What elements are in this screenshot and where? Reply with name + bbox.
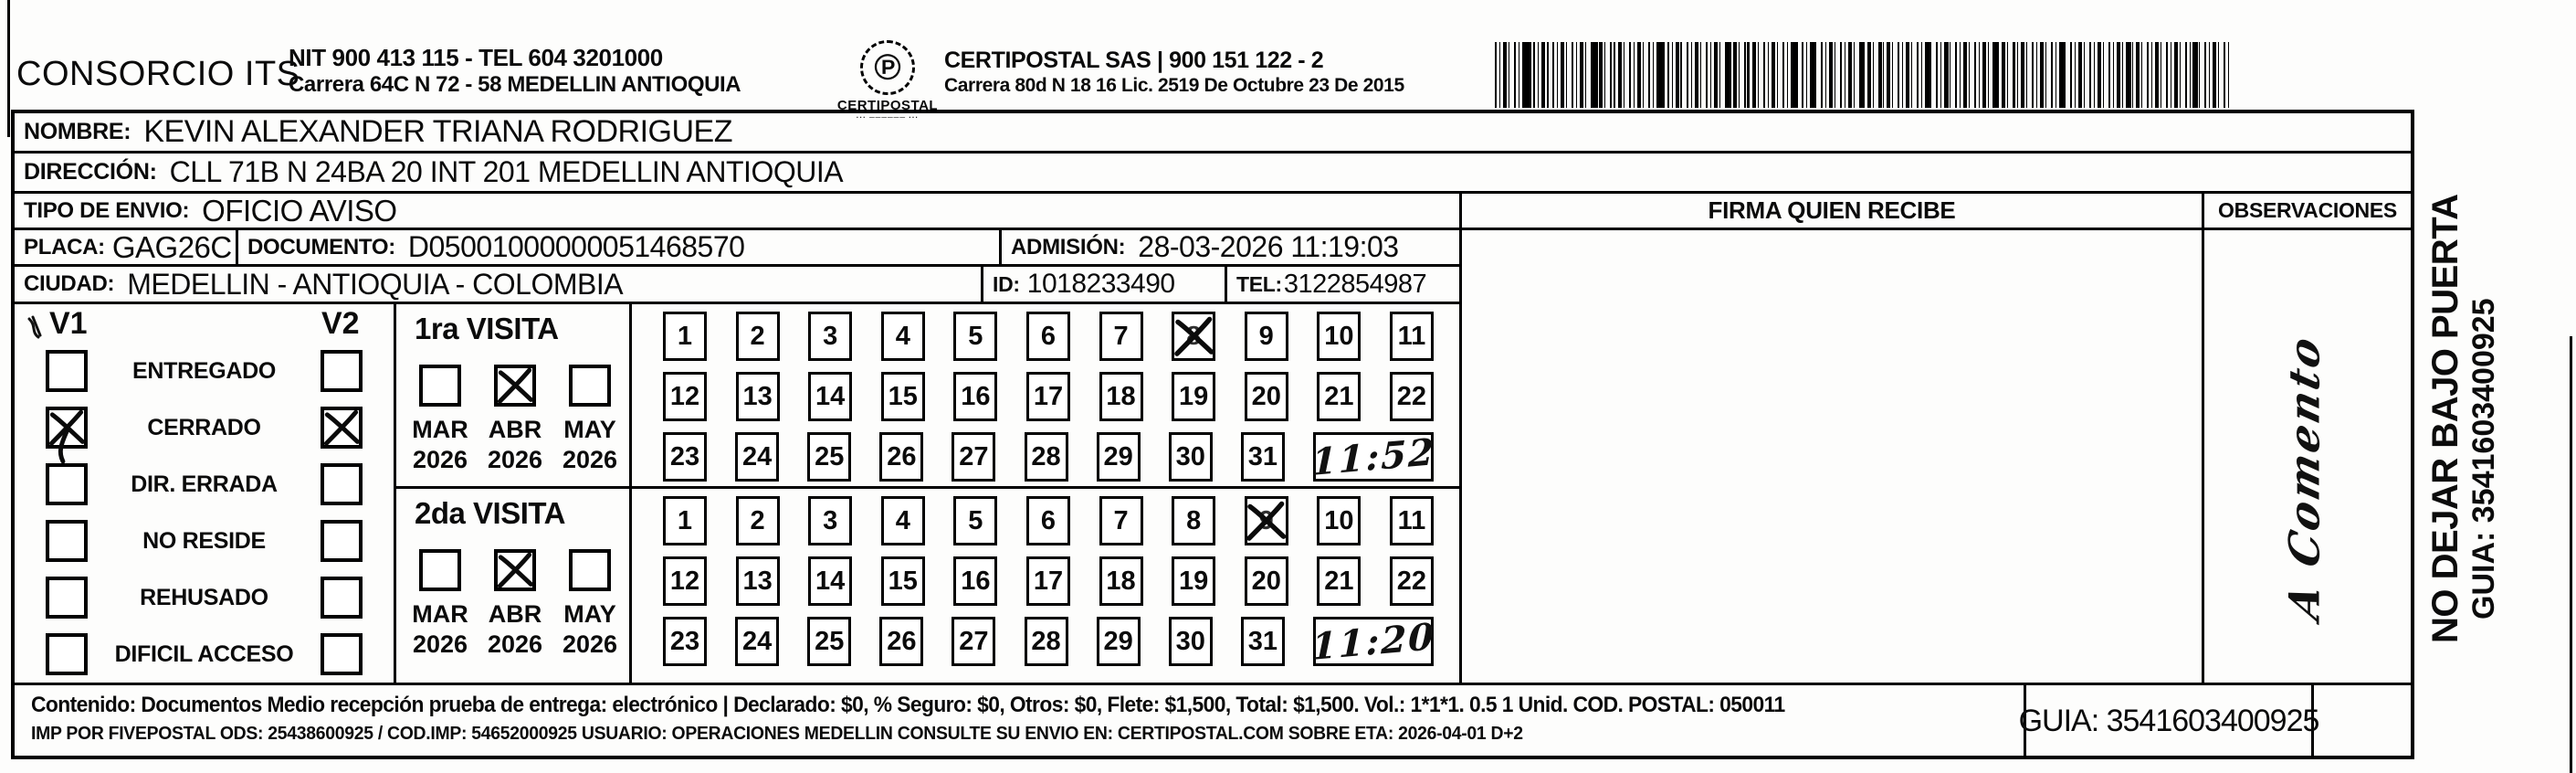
day-cell-20 bbox=[1245, 372, 1288, 421]
day-number: 24 bbox=[741, 626, 773, 656]
documento-label: DOCUMENTO: bbox=[247, 234, 395, 259]
tel-label: TEL: bbox=[1236, 271, 1282, 296]
v1-checkbox-dir-errada bbox=[46, 463, 88, 505]
day-cell-6 bbox=[1026, 312, 1070, 361]
day-cell-6 bbox=[1026, 496, 1070, 545]
day-number: 4 bbox=[895, 321, 910, 351]
day-number: 13 bbox=[742, 381, 773, 411]
day-cell-13 bbox=[736, 556, 780, 606]
handwritten-x-mark bbox=[321, 407, 363, 449]
status-row bbox=[15, 343, 394, 399]
day-cell-12 bbox=[663, 372, 707, 421]
day-cell-17 bbox=[1026, 372, 1070, 421]
day-number: 12 bbox=[669, 381, 700, 411]
day-number: 24 bbox=[741, 441, 773, 471]
nombre-value: KEVIN ALEXANDER TRIANA RODRIGUEZ bbox=[143, 114, 732, 149]
day-cell-10 bbox=[1317, 312, 1361, 361]
status-row bbox=[15, 513, 394, 569]
side-note bbox=[2425, 126, 2576, 643]
month-checkbox-abr bbox=[494, 549, 536, 591]
day-cell-26 bbox=[879, 617, 923, 666]
day-number: 20 bbox=[1251, 381, 1281, 411]
day-cell-16 bbox=[953, 556, 997, 606]
day-cell-13 bbox=[736, 372, 780, 421]
day-number: 5 bbox=[968, 505, 983, 535]
documento-value: D05001000000051468570 bbox=[407, 230, 745, 263]
day-cell-1 bbox=[663, 312, 707, 361]
day-number: 11 bbox=[1397, 321, 1426, 351]
month-option-abr bbox=[482, 549, 548, 659]
side-note-guia: GUIA: 3541603400925 bbox=[2466, 298, 2501, 619]
status-panel bbox=[15, 304, 396, 683]
handwritten-time-box bbox=[1310, 614, 1436, 669]
firma-signature-area bbox=[1462, 230, 2204, 683]
month-option-may bbox=[557, 365, 623, 474]
day-number: 14 bbox=[815, 566, 846, 596]
direccion-row bbox=[15, 154, 2411, 194]
day-cell-28 bbox=[1025, 617, 1068, 666]
day-number: 28 bbox=[1031, 441, 1061, 471]
ciudad-cell bbox=[15, 267, 983, 304]
sender-address-line: Carrera 64C N 72 - 58 MEDELLIN ANTIOQUIA bbox=[289, 71, 741, 97]
day-number: 12 bbox=[669, 566, 700, 596]
operator-name-line: CERTIPOSTAL SAS | 900 151 122 - 2 bbox=[944, 48, 1324, 73]
day-cell-31 bbox=[1241, 432, 1285, 482]
sender-info-block bbox=[289, 44, 741, 98]
status-label: DIR. ERRADA bbox=[131, 471, 278, 497]
day-cell-22 bbox=[1390, 556, 1434, 606]
day-number: 26 bbox=[887, 626, 917, 656]
v1-checkbox-rehusado bbox=[46, 577, 88, 619]
v1-checkbox-cerrado bbox=[46, 407, 88, 449]
operator-address-line: Carrera 80d N 18 16 Lic. 2519 De Octubre 23 De 2015 bbox=[944, 74, 1404, 96]
day-number: 16 bbox=[961, 566, 991, 596]
observaciones-handwriting: A Comento bbox=[2280, 329, 2329, 625]
day-number: 18 bbox=[1106, 566, 1136, 596]
tel-cell bbox=[1227, 267, 1462, 304]
certipostal-logo-icon: ℗ bbox=[860, 40, 915, 95]
day-cell-28 bbox=[1025, 432, 1068, 482]
day-cell-18 bbox=[1099, 372, 1143, 421]
admision-label: ADMISIÓN: bbox=[1011, 234, 1126, 259]
day-number: 11 bbox=[1397, 505, 1426, 535]
day-cell-18 bbox=[1099, 556, 1143, 606]
status-label: REHUSADO bbox=[140, 584, 268, 610]
day-cell-27 bbox=[952, 432, 995, 482]
tipo-envio-label: TIPO DE ENVIO: bbox=[24, 197, 190, 223]
day-number: 20 bbox=[1251, 566, 1281, 596]
v2-checkbox-rehusado bbox=[321, 577, 363, 619]
placa-cell bbox=[15, 230, 238, 267]
day-number: 22 bbox=[1396, 566, 1427, 596]
scan-edge-artifact-left bbox=[7, 0, 10, 137]
month-checkbox-mar bbox=[419, 365, 461, 407]
day-cell-3 bbox=[808, 496, 852, 545]
handwritten-x-mark bbox=[495, 365, 536, 407]
day-cell-21 bbox=[1317, 556, 1361, 606]
day-cell-23 bbox=[663, 432, 707, 482]
operator-info-block bbox=[944, 48, 1404, 97]
day-cell-19 bbox=[1172, 556, 1215, 606]
handwritten-x-mark bbox=[1244, 494, 1289, 548]
day-cell-1 bbox=[663, 496, 707, 545]
day-number: 9 bbox=[1258, 321, 1274, 351]
admision-value: 28-03-2026 11:19:03 bbox=[1138, 230, 1399, 263]
day-number: 8 bbox=[1186, 321, 1202, 351]
month-label: ABR bbox=[488, 600, 542, 628]
day-row bbox=[663, 496, 1434, 545]
tipo-envio-value: OFICIO AVISO bbox=[202, 193, 397, 228]
day-cell-11 bbox=[1390, 312, 1434, 361]
day-number: 17 bbox=[1033, 381, 1064, 411]
firma-header: FIRMA QUIEN RECIBE bbox=[1708, 196, 1956, 224]
month-year: 2026 bbox=[487, 630, 543, 659]
v2-checkbox-dir-errada bbox=[321, 463, 363, 505]
month-checkbox-may bbox=[569, 365, 611, 407]
day-row bbox=[663, 312, 1434, 361]
day-number: 18 bbox=[1106, 381, 1136, 411]
day-number: 8 bbox=[1186, 505, 1202, 535]
tel-value: 3122854987 bbox=[1283, 269, 1427, 299]
visit-day-grid bbox=[632, 489, 1459, 683]
day-number: 1 bbox=[677, 321, 693, 351]
observaciones-header-cell bbox=[2204, 194, 2411, 230]
status-row bbox=[15, 399, 394, 456]
status-label: DIFICIL ACCESO bbox=[114, 641, 294, 667]
day-cell-23 bbox=[663, 617, 707, 666]
day-cell-8 bbox=[1172, 312, 1215, 361]
direccion-value: CLL 71B N 24BA 20 INT 201 MEDELLIN ANTIOQUIA bbox=[169, 155, 844, 188]
month-label: ABR bbox=[488, 416, 542, 443]
day-cell-29 bbox=[1097, 617, 1141, 666]
status-rows bbox=[15, 343, 394, 683]
v1-header: V1 bbox=[49, 306, 88, 341]
certipostal-logo-text: CERTIPOSTAL bbox=[836, 98, 939, 113]
day-number: 26 bbox=[887, 441, 917, 471]
guia-number: GUIA: 3541603400925 bbox=[2018, 703, 2319, 738]
id-value: 1018233490 bbox=[1026, 269, 1175, 299]
month-year: 2026 bbox=[412, 630, 468, 659]
day-cell-9 bbox=[1245, 496, 1288, 545]
observaciones-area bbox=[2204, 230, 2411, 683]
v2-checkbox-dificil-acceso bbox=[321, 633, 363, 675]
admision-cell bbox=[1002, 230, 1462, 267]
ciudad-value: MEDELLIN - ANTIOQUIA - COLOMBIA bbox=[127, 267, 624, 301]
visit-title: 1ra VISITA bbox=[415, 312, 559, 345]
month-checkbox-abr bbox=[494, 365, 536, 407]
day-number: 19 bbox=[1179, 381, 1209, 411]
id-label: ID: bbox=[993, 271, 1020, 296]
day-cell-25 bbox=[807, 432, 851, 482]
day-number: 22 bbox=[1396, 381, 1427, 411]
handwritten-time: 11:20 bbox=[1310, 614, 1436, 669]
observaciones-header: OBSERVACIONES bbox=[2218, 198, 2397, 222]
day-number: 7 bbox=[1113, 505, 1129, 535]
day-cell-8 bbox=[1172, 496, 1215, 545]
day-number: 6 bbox=[1040, 321, 1057, 351]
day-row bbox=[663, 429, 1436, 484]
placa-value: GAG26C bbox=[111, 229, 232, 264]
day-cell-30 bbox=[1169, 617, 1213, 666]
day-cell-14 bbox=[808, 556, 852, 606]
day-cell-15 bbox=[881, 556, 925, 606]
handwritten-time-box bbox=[1310, 429, 1436, 484]
day-number: 2 bbox=[750, 505, 765, 535]
bottom-corner-cell bbox=[2314, 683, 2411, 757]
day-cell-26 bbox=[879, 432, 923, 482]
day-number: 29 bbox=[1103, 626, 1133, 656]
placa-label: PLACA: bbox=[24, 234, 105, 259]
day-number: 9 bbox=[1258, 505, 1274, 535]
id-cell bbox=[983, 267, 1227, 304]
day-row bbox=[663, 556, 1434, 606]
company-name: CONSORCIO ITS bbox=[16, 55, 300, 93]
day-cell-22 bbox=[1390, 372, 1434, 421]
status-label: CERRADO bbox=[147, 414, 261, 440]
guia-box bbox=[2018, 683, 2319, 757]
contenido-line: Contenido: Documentos Medio recepción prueba de entrega: electrónico | Declarado: $0, % Seguro: $0, Otros: $0, Flete: $1,500, Total: $1,500. Vol.: 1*1*1. 0.5 1 Unid. COD. POSTAL: 050011 bbox=[31, 693, 1785, 717]
shipment-barcode bbox=[1495, 42, 2231, 108]
day-number: 3 bbox=[823, 505, 838, 535]
day-cell-3 bbox=[808, 312, 852, 361]
month-label: MAY bbox=[563, 416, 616, 443]
status-row bbox=[15, 569, 394, 626]
day-number: 1 bbox=[677, 505, 693, 535]
day-cell-2 bbox=[736, 496, 780, 545]
day-cell-10 bbox=[1317, 496, 1361, 545]
day-cell-17 bbox=[1026, 556, 1070, 606]
v2-checkbox-no-reside bbox=[321, 520, 363, 562]
day-cell-12 bbox=[663, 556, 707, 606]
day-number: 6 bbox=[1040, 505, 1057, 535]
day-cell-15 bbox=[881, 372, 925, 421]
day-cell-2 bbox=[736, 312, 780, 361]
day-number: 25 bbox=[815, 441, 845, 471]
day-cell-11 bbox=[1390, 496, 1434, 545]
day-cell-14 bbox=[808, 372, 852, 421]
sender-nit-line: NIT 900 413 115 - TEL 604 3201000 bbox=[289, 44, 663, 71]
month-label: MAY bbox=[563, 600, 616, 628]
day-number: 31 bbox=[1247, 626, 1277, 656]
nombre-row bbox=[15, 113, 2411, 154]
day-number: 2 bbox=[750, 321, 765, 351]
day-cell-27 bbox=[952, 617, 995, 666]
month-option-may bbox=[557, 549, 623, 659]
day-number: 29 bbox=[1103, 441, 1133, 471]
month-checkbox-mar bbox=[419, 549, 461, 591]
day-number: 28 bbox=[1031, 626, 1061, 656]
handwritten-x-mark bbox=[495, 549, 536, 591]
v2-checkbox-cerrado bbox=[321, 407, 363, 449]
day-number: 30 bbox=[1175, 441, 1205, 471]
day-number: 14 bbox=[815, 381, 846, 411]
day-number: 23 bbox=[669, 626, 700, 656]
pen-scribble bbox=[26, 313, 49, 341]
handwritten-x-mark bbox=[1172, 310, 1217, 364]
day-number: 10 bbox=[1324, 505, 1354, 535]
day-number: 15 bbox=[888, 566, 918, 596]
documento-cell bbox=[238, 230, 1002, 267]
day-number: 4 bbox=[895, 505, 910, 535]
day-cell-7 bbox=[1099, 496, 1143, 545]
day-number: 5 bbox=[968, 321, 983, 351]
day-cell-19 bbox=[1172, 372, 1215, 421]
day-cell-4 bbox=[881, 312, 925, 361]
month-option-mar bbox=[407, 365, 473, 474]
month-option-mar bbox=[407, 549, 473, 659]
day-number: 19 bbox=[1179, 566, 1209, 596]
day-number: 16 bbox=[961, 381, 991, 411]
month-label: MAR bbox=[412, 600, 468, 628]
status-label: NO RESIDE bbox=[142, 527, 266, 554]
day-number: 21 bbox=[1324, 566, 1354, 596]
day-cell-20 bbox=[1245, 556, 1288, 606]
v1-checkbox-no-reside bbox=[46, 520, 88, 562]
day-row bbox=[663, 614, 1436, 669]
month-year: 2026 bbox=[487, 446, 543, 474]
day-number: 27 bbox=[959, 626, 989, 656]
visit-months bbox=[396, 489, 632, 683]
month-year: 2026 bbox=[562, 446, 618, 474]
ciudad-label: CIUDAD: bbox=[24, 271, 115, 296]
direccion-label: DIRECCIÓN: bbox=[24, 159, 157, 185]
day-cell-7 bbox=[1099, 312, 1143, 361]
tipo-envio-cell bbox=[15, 194, 1462, 230]
day-number: 15 bbox=[888, 381, 918, 411]
v1-checkbox-entregado bbox=[46, 350, 88, 392]
day-cell-5 bbox=[953, 312, 997, 361]
day-number: 3 bbox=[823, 321, 838, 351]
day-number: 10 bbox=[1324, 321, 1354, 351]
visit-title: 2da VISITA bbox=[415, 496, 565, 530]
day-cell-24 bbox=[735, 432, 779, 482]
day-number: 31 bbox=[1247, 441, 1277, 471]
day-cell-21 bbox=[1317, 372, 1361, 421]
day-cell-9 bbox=[1245, 312, 1288, 361]
contenido-cell bbox=[15, 683, 2026, 757]
form-table bbox=[11, 110, 2414, 759]
day-cell-29 bbox=[1097, 432, 1141, 482]
nombre-label: NOMBRE: bbox=[24, 119, 131, 144]
day-cell-5 bbox=[953, 496, 997, 545]
day-number: 13 bbox=[742, 566, 773, 596]
certipostal-logo-subtext: ··· ────── ··· bbox=[856, 113, 920, 122]
month-year: 2026 bbox=[412, 446, 468, 474]
day-cell-31 bbox=[1241, 617, 1285, 666]
day-number: 27 bbox=[959, 441, 989, 471]
day-cell-25 bbox=[807, 617, 851, 666]
day-cell-30 bbox=[1169, 432, 1213, 482]
month-option-abr bbox=[482, 365, 548, 474]
day-number: 25 bbox=[815, 626, 845, 656]
firma-header-cell bbox=[1462, 194, 2204, 230]
v2-header: V2 bbox=[321, 306, 360, 341]
status-row bbox=[15, 626, 394, 683]
month-checkbox-may bbox=[569, 549, 611, 591]
visit-section-1 bbox=[396, 304, 1462, 489]
day-number: 30 bbox=[1175, 626, 1205, 656]
v2-checkbox-entregado bbox=[321, 350, 363, 392]
side-note-warning: NO DEJAR BAJO PUERTA bbox=[2425, 194, 2466, 643]
handwritten-x-mark bbox=[47, 407, 88, 449]
month-year: 2026 bbox=[562, 630, 618, 659]
v1-checkbox-dificil-acceso bbox=[46, 633, 88, 675]
visit-months bbox=[396, 304, 632, 486]
day-number: 7 bbox=[1113, 321, 1129, 351]
status-label: ENTREGADO bbox=[131, 357, 277, 384]
day-number: 17 bbox=[1033, 566, 1064, 596]
day-number: 23 bbox=[669, 441, 700, 471]
imp-line: IMP POR FIVEPOSTAL ODS: 25438600925 / COD.IMP: 54652000925 USUARIO: OPERACIONES MEDELLIN CONSULTE SU ENVIO EN: CERTIPOSTAL.COM SOBRE ETA: 2026-04-01 D+2 bbox=[31, 724, 1523, 744]
day-cell-24 bbox=[735, 617, 779, 666]
handwritten-time: 11:52 bbox=[1310, 429, 1436, 484]
day-number: 21 bbox=[1324, 381, 1354, 411]
day-row bbox=[663, 372, 1434, 421]
visit-section-2 bbox=[396, 489, 1462, 683]
day-cell-4 bbox=[881, 496, 925, 545]
status-row bbox=[15, 456, 394, 513]
day-cell-16 bbox=[953, 372, 997, 421]
visit-day-grid bbox=[632, 304, 1459, 486]
month-label: MAR bbox=[412, 416, 468, 443]
